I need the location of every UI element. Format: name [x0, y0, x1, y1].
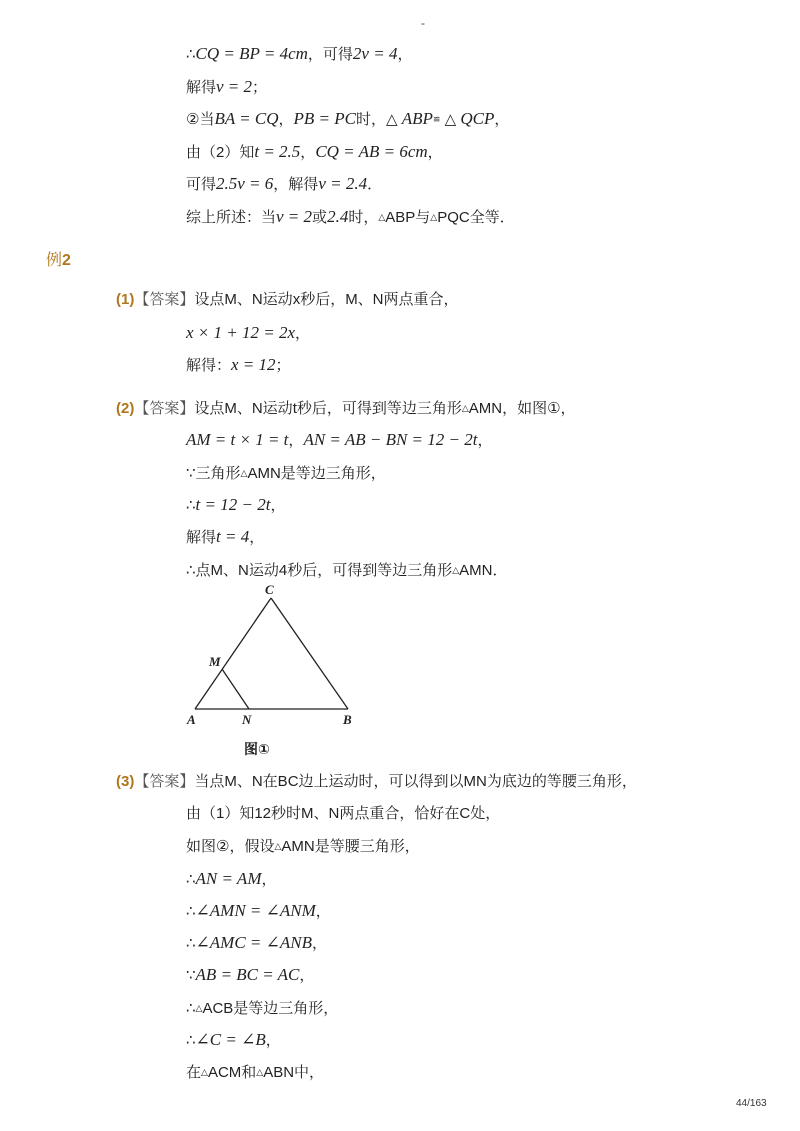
- text: ，: [300, 144, 316, 161]
- text: ，: [299, 967, 315, 984]
- text: ，可得: [307, 46, 353, 63]
- math-expr: CQ = BP = 4: [195, 44, 289, 63]
- text: ．: [367, 176, 383, 193]
- q3-in-triangles: [186, 1061, 324, 1084]
- text: ；: [252, 79, 268, 96]
- answer-label: 【答案】: [134, 291, 195, 308]
- text: ；: [275, 357, 291, 374]
- q3-an-am: [186, 868, 277, 891]
- text: 在: [186, 1064, 202, 1081]
- triangle-symbol: △: [386, 111, 398, 128]
- page-number: 44/163: [736, 1098, 767, 1109]
- math-expr: t = 12 − 2t: [195, 495, 271, 514]
- q1-answer-line: [116, 289, 459, 311]
- unit: cm: [407, 142, 428, 161]
- text: 当点M、N在BC边上运动时，可以得到以MN为底边的等腰三角形，: [194, 773, 637, 790]
- answer-label: 【答案】: [134, 773, 195, 790]
- segment-mn: [222, 669, 249, 709]
- text: 可得: [186, 176, 217, 193]
- text: ，: [427, 144, 443, 161]
- side-cb: [271, 598, 348, 709]
- text: ，: [270, 497, 286, 514]
- triangle-symbol: △: [256, 1067, 264, 1077]
- text: 综上所述：当: [186, 209, 277, 226]
- therefore-symbol: ∴: [186, 1032, 196, 1049]
- therefore-symbol: ∴: [186, 935, 196, 952]
- text: AMN．: [459, 562, 508, 579]
- math-expr: x × 1 + 12 = 2x: [186, 323, 296, 342]
- text: 解得：: [186, 357, 232, 374]
- triangle-symbol: △: [195, 1003, 203, 1013]
- congruent-symbol: ≌: [432, 114, 441, 124]
- text: AMN是等边三角形，: [247, 465, 386, 482]
- text: 或: [312, 209, 328, 226]
- text: ABP与: [385, 209, 431, 226]
- math-expr: t = 2.5: [254, 142, 301, 161]
- math-expr: AN = AM: [195, 869, 262, 888]
- text: ∵三角形: [186, 465, 241, 482]
- math-expr: v = 2: [216, 77, 253, 96]
- example-number: 2: [62, 252, 71, 269]
- text: 解得: [186, 79, 217, 96]
- triangle-symbol: △: [378, 212, 386, 222]
- side-ac: [195, 598, 271, 709]
- text: AMN是等腰三角形，: [281, 838, 420, 855]
- text: 设点M、N运动x秒后，M、N两点重合，: [194, 291, 459, 308]
- q3-angle-amn: [186, 900, 331, 923]
- text: ACM和: [207, 1064, 257, 1081]
- math-expr: ∠AMC = ∠ANB: [195, 933, 312, 952]
- math-expr: AB = BC = AC: [195, 965, 300, 984]
- q3-answer-line: [116, 771, 637, 793]
- triangle-symbol: △: [430, 212, 438, 222]
- math-expr: v =: [276, 207, 304, 226]
- line-case2: [186, 108, 509, 131]
- triangle-symbol: △: [274, 841, 282, 851]
- figure-caption: 图①: [244, 741, 270, 757]
- because-symbol: ∵: [186, 967, 196, 984]
- text: ，: [278, 111, 294, 128]
- math-expr: ∠C = ∠B: [195, 1030, 266, 1049]
- therefore-symbol: ∴: [186, 46, 196, 63]
- line-solve-v2: [186, 76, 267, 99]
- header-dash: -: [421, 16, 425, 30]
- math-expr: QCP: [460, 109, 495, 128]
- line-solve-v24: [186, 173, 382, 196]
- answer-label: 【答案】: [134, 400, 195, 417]
- math-expr: 2: [303, 207, 313, 226]
- line-cq-bp: [186, 43, 412, 66]
- vertex-a-label: A: [187, 712, 196, 727]
- text: 如图②，假设: [186, 838, 275, 855]
- text: ，: [265, 1032, 281, 1049]
- triangle-symbol: △: [461, 403, 469, 413]
- math-expr: t = 4: [216, 527, 250, 546]
- q3-assume: [186, 835, 420, 858]
- text: 解得: [186, 529, 217, 546]
- text: AMN，如图①，: [468, 400, 576, 417]
- text: ，: [295, 325, 311, 342]
- text: 由（2）知: [186, 144, 255, 161]
- q3-angle-amc: [186, 932, 327, 955]
- text: ，: [249, 529, 265, 546]
- q3-ab-bc-ac: [186, 964, 314, 987]
- therefore-symbol: ∴: [186, 871, 196, 888]
- question-number: (1): [116, 291, 135, 308]
- therefore-symbol: ∴: [186, 903, 196, 920]
- q1-equation: [186, 322, 310, 345]
- q2-therefore-t: [186, 494, 285, 517]
- triangle-symbol: △: [240, 468, 248, 478]
- math-expr: AM = t × 1 = t: [186, 430, 289, 449]
- q3-equilateral: [186, 997, 338, 1020]
- example-label: 例: [46, 252, 63, 269]
- math-expr: ABP: [401, 109, 433, 128]
- q2-am-an: [186, 429, 492, 452]
- math-expr: AN = AB − BN = 12 − 2t: [303, 430, 478, 449]
- math-expr: ∠AMN = ∠ANM: [195, 901, 316, 920]
- triangle-symbol: △: [452, 565, 460, 575]
- line-summary: [186, 206, 515, 229]
- text: ，: [397, 46, 413, 63]
- text: ，: [477, 432, 493, 449]
- point-n-label: N: [242, 712, 252, 727]
- math-expr: 2.5v = 6: [216, 174, 274, 193]
- text: ，: [288, 432, 304, 449]
- question-number: (2): [116, 400, 135, 417]
- unit: cm: [288, 44, 308, 63]
- q2-conclusion: [186, 559, 507, 582]
- math-expr: 2v = 4: [352, 44, 398, 63]
- text: ，解得: [273, 176, 319, 193]
- q2-solve: [186, 526, 264, 549]
- text: ②当: [186, 111, 215, 128]
- q2-answer-line: [116, 397, 576, 420]
- text: ACB是等边三角形，: [202, 1000, 339, 1017]
- text: PQC全等．: [437, 209, 515, 226]
- q3-from1: 由（1）知12秒时M、N两点重合，恰好在C处，: [186, 805, 501, 822]
- text: ABN中，: [263, 1064, 325, 1081]
- text: 时，: [348, 209, 379, 226]
- example-heading: [46, 247, 71, 270]
- q2-because: [186, 462, 386, 485]
- text: 时，: [356, 111, 387, 128]
- text: ，: [494, 111, 510, 128]
- text: ，: [315, 903, 331, 920]
- vertex-b-label: B: [343, 712, 352, 727]
- q1-solve: [186, 354, 291, 377]
- text: ，: [312, 935, 328, 952]
- text: ，: [261, 871, 277, 888]
- line-from2: [186, 141, 443, 164]
- text: 设点M、N运动t秒后，可得到等边三角形: [194, 400, 462, 417]
- math-expr: BA = CQ: [214, 109, 279, 128]
- math-expr: CQ = AB = 6: [315, 142, 408, 161]
- math-expr: x = 12: [231, 355, 276, 374]
- therefore-symbol: ∴: [186, 1000, 196, 1017]
- therefore-symbol: ∴: [186, 497, 196, 514]
- triangle-symbol: △: [444, 111, 457, 128]
- math-expr: PB = PC: [293, 109, 356, 128]
- point-m-label: M: [209, 654, 221, 669]
- math-expr: v = 2.4: [318, 174, 368, 193]
- triangle-figure: [183, 582, 373, 732]
- math-expr: 2.4: [327, 207, 349, 226]
- triangle-symbol: △: [201, 1067, 208, 1077]
- text: ∴点M、N运动4秒后，可得到等边三角形: [186, 562, 453, 579]
- question-number: (3): [116, 773, 135, 790]
- q3-angle-c-b: [186, 1029, 281, 1052]
- vertex-c-label: C: [265, 582, 274, 597]
